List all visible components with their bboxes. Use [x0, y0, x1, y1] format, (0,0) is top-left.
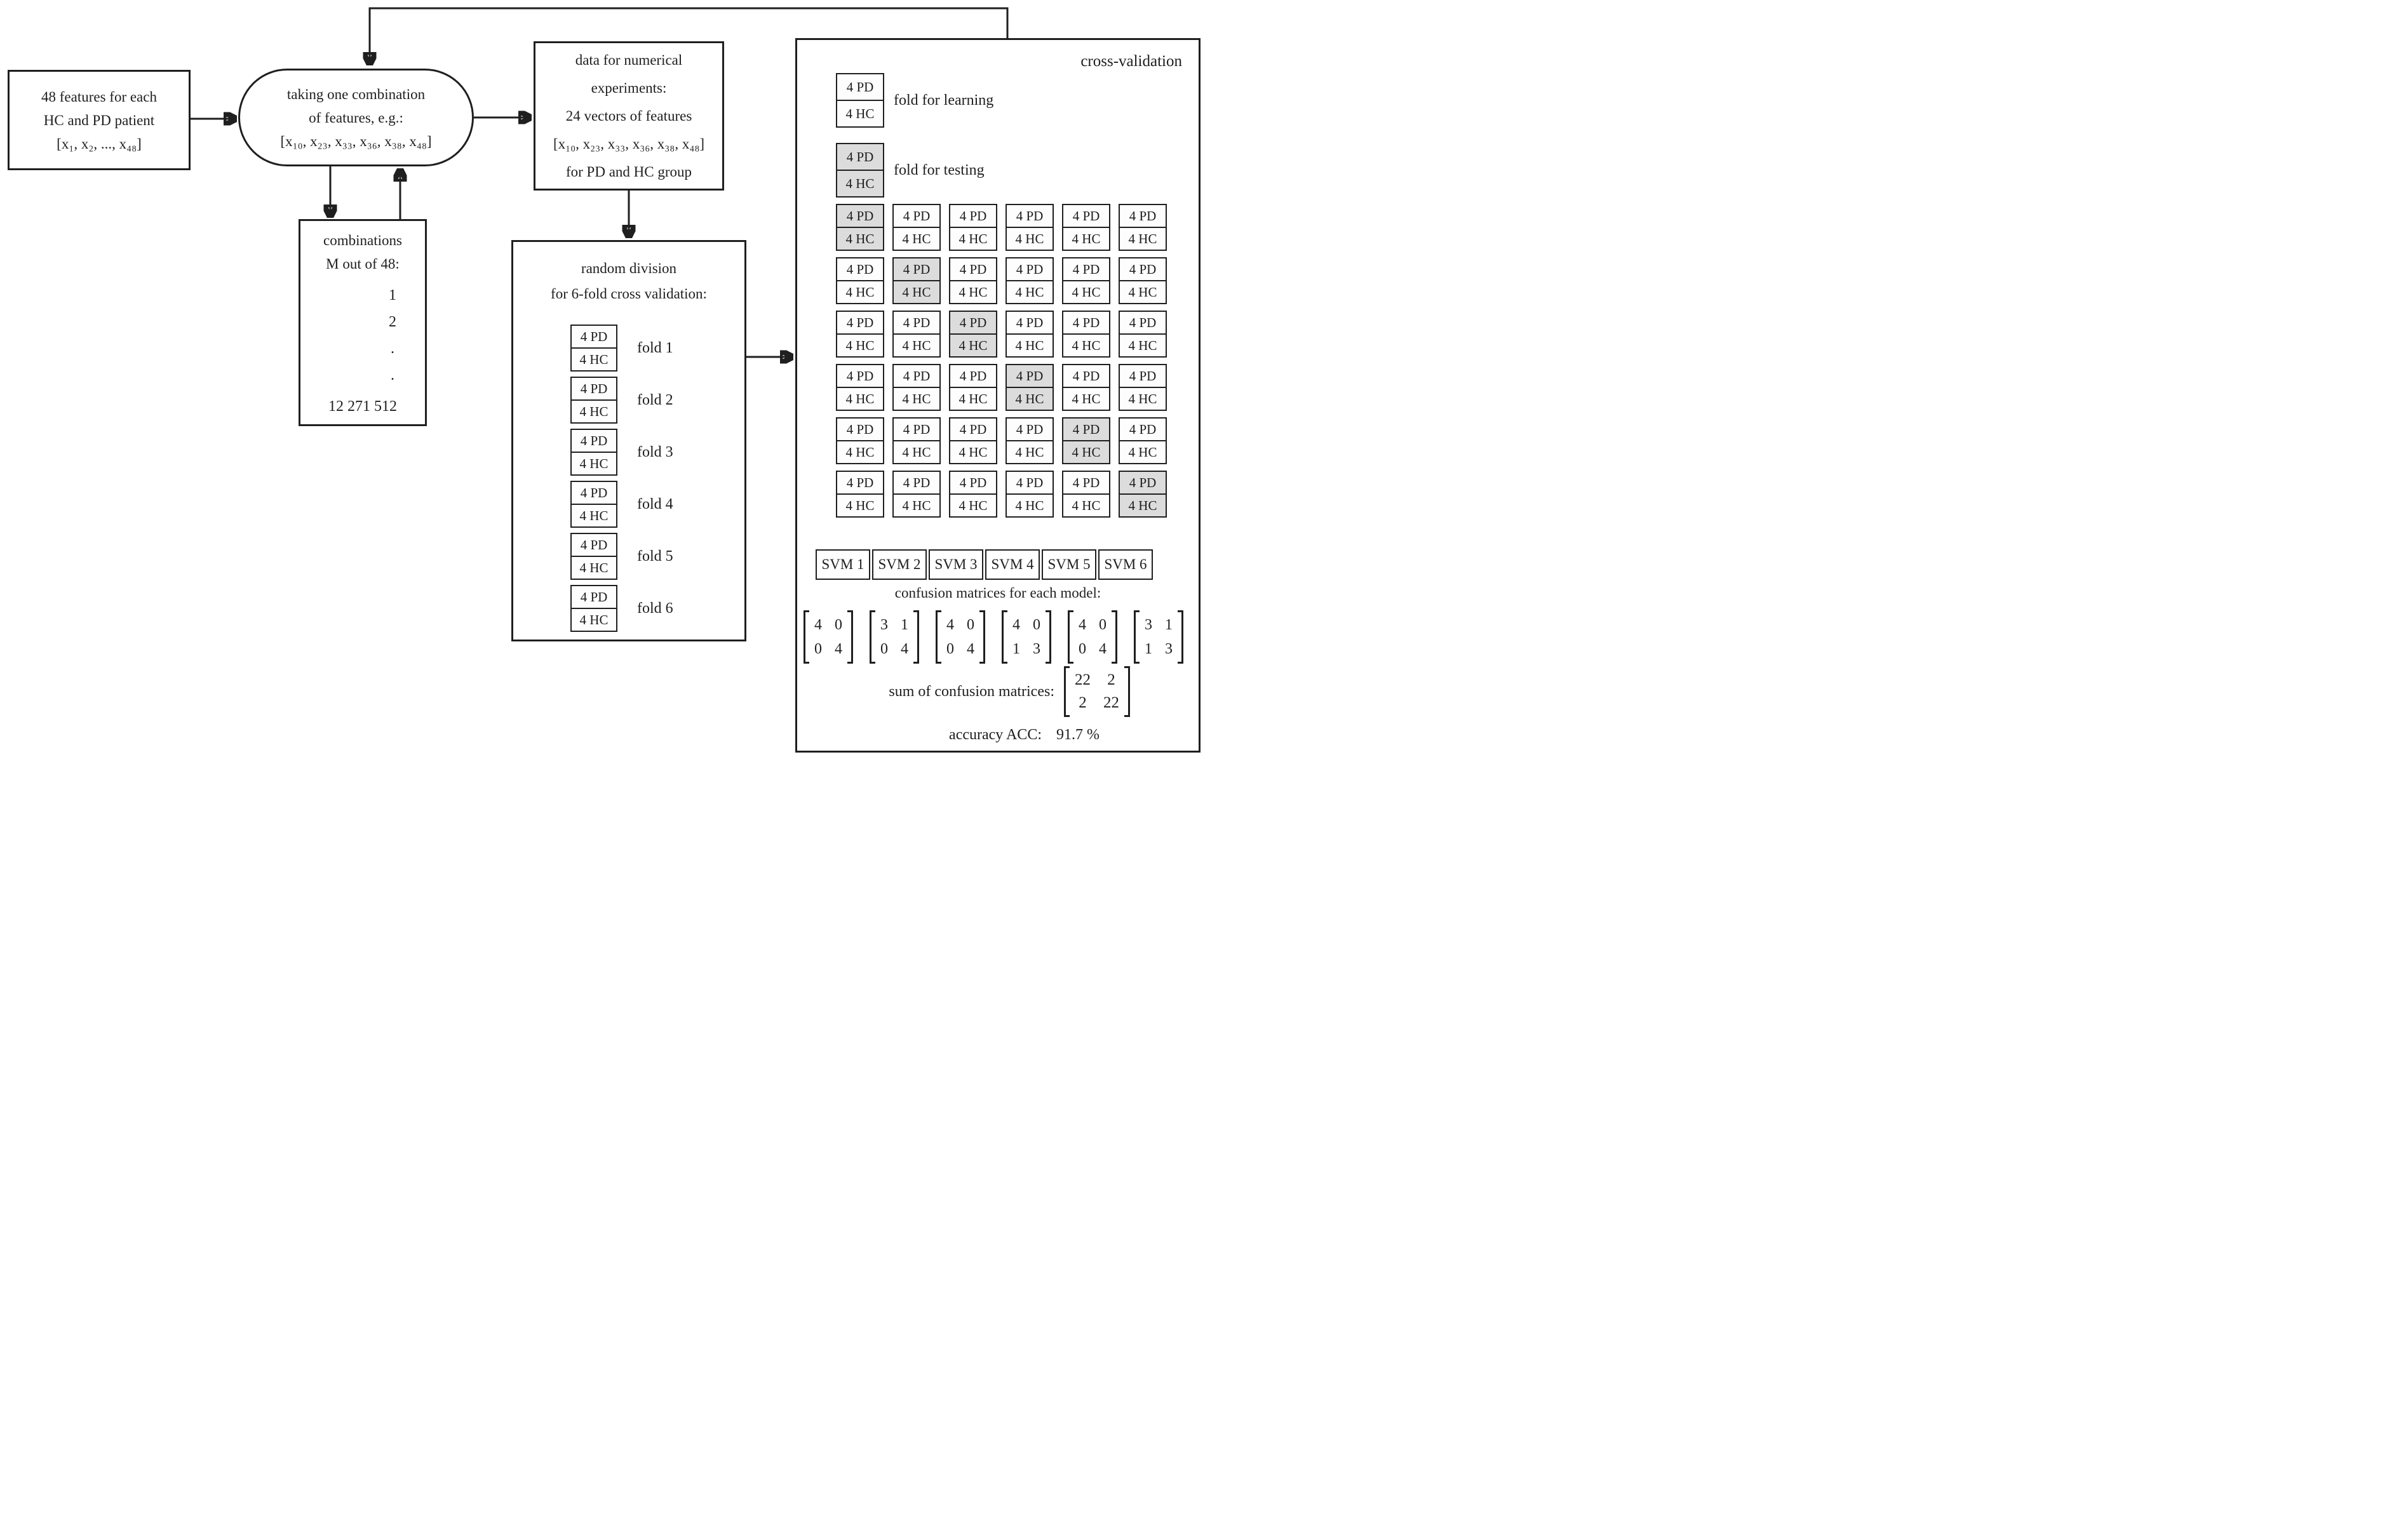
cv-pair-col4-fold6	[1006, 471, 1054, 518]
cv-pd-cell: 4 PD	[1006, 364, 1054, 388]
cv-pd-cell: 4 PD	[949, 364, 997, 388]
cv-pair-col1-fold2	[836, 257, 884, 304]
random-division-box	[511, 240, 746, 641]
fold-label: fold 6	[637, 600, 673, 617]
cv-pd-cell: 4 PD	[1119, 311, 1167, 335]
cv-hc-cell: 4 HC	[949, 493, 997, 518]
combinations-item: 2	[389, 314, 397, 330]
features-vector: [x₁, x₂, ..., x₄₈]	[57, 135, 142, 152]
fold-pair	[570, 325, 617, 372]
data-vector: [x₁₀, x₂₃, x₃₃, x₃₆, x₃₈, x₄₈]	[553, 135, 705, 152]
cv-hc-cell: 4 HC	[836, 440, 884, 464]
sum-matrix-value: 2	[1107, 671, 1115, 688]
cv-pd-cell: 4 PD	[836, 257, 884, 281]
cv-pd-cell: 4 PD	[892, 471, 941, 495]
cv-hc-cell: 4 HC	[836, 333, 884, 358]
legend-learning-hc-cell: 4 HC	[836, 100, 884, 128]
cv-hc-cell: 4 HC	[892, 227, 941, 251]
cv-pd-cell: 4 PD	[949, 257, 997, 281]
combination-step-box	[238, 69, 474, 166]
cv-pair-col2-fold4	[892, 364, 941, 411]
matrix-values	[875, 610, 913, 664]
cv-hc-cell: 4 HC	[1006, 227, 1054, 251]
cv-pd-cell: 4 PD	[1006, 204, 1054, 228]
cv-pair-col1-fold5	[836, 417, 884, 464]
cv-pd-cell: 4 PD	[892, 417, 941, 441]
random-division-title: random division	[581, 260, 677, 276]
confusion-matrix-1	[804, 610, 853, 664]
bracket-left	[936, 610, 941, 664]
matrix-values	[1007, 610, 1046, 664]
cv-pd-cell: 4 PD	[1062, 417, 1110, 441]
cv-pair-col1-fold6	[836, 471, 884, 518]
cv-hc-cell: 4 HC	[1006, 493, 1054, 518]
cv-pair-col4-fold3	[1006, 311, 1054, 358]
matrix-value: 4	[1079, 617, 1086, 633]
cross-validation-title: cross-validation	[1080, 53, 1182, 70]
matrix-value: 3	[1033, 641, 1040, 657]
legend-learning-pd-cell: 4 PD	[836, 73, 884, 101]
cv-pd-cell: 4 PD	[1006, 417, 1054, 441]
svm-model-box-1: SVM 1	[816, 549, 870, 580]
legend-testing-pd-cell: 4 PD	[836, 143, 884, 171]
cv-pair-col2-fold2	[892, 257, 941, 304]
cv-pd-cell: 4 PD	[892, 204, 941, 228]
cv-pd-cell: 4 PD	[892, 364, 941, 388]
cv-hc-cell: 4 HC	[1006, 440, 1054, 464]
bracket-right	[1124, 666, 1130, 717]
features-line: 48 features for each	[41, 88, 157, 105]
bracket-left	[1134, 610, 1140, 664]
svm-model-box-2: SVM 2	[872, 549, 927, 580]
cv-hc-cell: 4 HC	[949, 227, 997, 251]
cv-hc-cell: 4 HC	[892, 387, 941, 411]
cv-hc-cell: 4 HC	[1062, 387, 1110, 411]
accuracy-label: accuracy ACC:	[949, 726, 1042, 743]
fold-pd-cell: 4 PD	[570, 585, 617, 609]
cv-pd-cell: 4 PD	[836, 417, 884, 441]
legend-learning-label: fold for learning	[894, 91, 994, 109]
svm-model-box-4: SVM 4	[985, 549, 1040, 580]
matrix-value: 1	[1165, 617, 1173, 633]
cv-hc-cell: 4 HC	[892, 440, 941, 464]
cv-pd-cell: 4 PD	[892, 257, 941, 281]
matrix-value: 4	[946, 617, 954, 633]
fold-pd-cell: 4 PD	[570, 481, 617, 505]
cv-pair-col1-fold4	[836, 364, 884, 411]
cv-pd-cell: 4 PD	[1006, 257, 1054, 281]
sum-matrix-value: 22	[1103, 694, 1119, 711]
legend-testing-pair	[836, 143, 884, 198]
cv-pair-col1-fold3	[836, 311, 884, 358]
matrix-value: 0	[880, 641, 888, 657]
confusion-matrix-6	[1134, 610, 1183, 664]
features-box	[8, 70, 191, 170]
confusion-matrix-2	[870, 610, 919, 664]
combination-line: of features, e.g.:	[309, 109, 403, 126]
cv-pair-col4-fold5	[1006, 417, 1054, 464]
fold-pd-cell: 4 PD	[570, 429, 617, 453]
legend-learning-pair	[836, 73, 884, 128]
cv-hc-cell: 4 HC	[949, 280, 997, 304]
cv-hc-cell: 4 HC	[1119, 333, 1167, 358]
cv-pd-cell: 4 PD	[836, 311, 884, 335]
cv-pd-cell: 4 PD	[836, 471, 884, 495]
confusion-matrix-3	[936, 610, 985, 664]
sum-confusion-matrix	[1064, 666, 1130, 717]
cv-pd-cell: 4 PD	[949, 204, 997, 228]
fold-pd-cell: 4 PD	[570, 325, 617, 349]
fold-hc-cell: 4 HC	[570, 452, 617, 476]
cv-hc-cell: 4 HC	[949, 440, 997, 464]
cv-pair-col2-fold1	[892, 204, 941, 251]
cv-pair-col3-fold5	[949, 417, 997, 464]
matrix-value: 4	[835, 641, 842, 657]
cv-hc-cell: 4 HC	[1006, 280, 1054, 304]
cv-pd-cell: 4 PD	[1119, 204, 1167, 228]
combinations-item: .	[391, 367, 395, 384]
fold-pair	[570, 377, 617, 424]
cv-pair-col5-fold5	[1062, 417, 1110, 464]
confusion-matrix-5	[1068, 610, 1117, 664]
cv-pair-col4-fold1	[1006, 204, 1054, 251]
random-division-subtitle: for 6-fold cross validation:	[551, 286, 707, 302]
fold-hc-cell: 4 HC	[570, 556, 617, 580]
matrix-value: 0	[946, 641, 954, 657]
cv-pd-cell: 4 PD	[1062, 471, 1110, 495]
cv-pair-col3-fold6	[949, 471, 997, 518]
cv-pd-cell: 4 PD	[1119, 471, 1167, 495]
bracket-right	[1112, 610, 1117, 664]
bracket-left	[1064, 666, 1070, 717]
cv-hc-cell: 4 HC	[1062, 440, 1110, 464]
fold-label: fold 1	[637, 339, 673, 356]
matrix-value: 0	[814, 641, 822, 657]
combinations-sequence	[373, 282, 413, 389]
confusion-matrices-title: confusion matrices for each model:	[894, 585, 1101, 601]
svm-model-box-3: SVM 3	[929, 549, 983, 580]
matrix-value: 4	[1012, 617, 1020, 633]
fold-pair	[570, 481, 617, 528]
cv-pd-cell: 4 PD	[836, 364, 884, 388]
svm-model-box-5: SVM 5	[1042, 549, 1096, 580]
cv-pd-cell: 4 PD	[1062, 364, 1110, 388]
combinations-subtitle: M out of 48:	[326, 256, 400, 272]
svm-model-box-6: SVM 6	[1098, 549, 1153, 580]
sum-matrix-value: 22	[1075, 671, 1091, 688]
cv-pair-col2-fold5	[892, 417, 941, 464]
cv-hc-cell: 4 HC	[836, 387, 884, 411]
matrix-values	[941, 610, 979, 664]
cv-hc-cell: 4 HC	[1006, 333, 1054, 358]
cv-hc-cell: 4 HC	[892, 333, 941, 358]
cv-pd-cell: 4 PD	[836, 204, 884, 228]
matrix-values	[1073, 610, 1112, 664]
cv-pair-col6-fold2	[1119, 257, 1167, 304]
cv-pd-cell: 4 PD	[949, 471, 997, 495]
cv-pair-col5-fold4	[1062, 364, 1110, 411]
cv-hc-cell: 4 HC	[1062, 280, 1110, 304]
matrix-value: 1	[901, 617, 908, 633]
fold-hc-cell: 4 HC	[570, 399, 617, 424]
fold-pair	[570, 429, 617, 476]
fold-pd-cell: 4 PD	[570, 377, 617, 401]
matrix-value: 0	[835, 617, 842, 633]
matrix-value: 0	[1033, 617, 1040, 633]
cv-hc-cell: 4 HC	[1119, 280, 1167, 304]
matrix-value: 4	[901, 641, 908, 657]
cv-hc-cell: 4 HC	[892, 493, 941, 518]
cv-pd-cell: 4 PD	[949, 311, 997, 335]
fold-hc-cell: 4 HC	[570, 347, 617, 372]
cv-pair-col5-fold2	[1062, 257, 1110, 304]
sum-matrix-value: 2	[1079, 694, 1087, 711]
experiment-data-box	[534, 41, 724, 191]
features-line: HC and PD patient	[43, 112, 155, 128]
cv-pair-col6-fold6	[1119, 471, 1167, 518]
cv-pair-col1-fold1	[836, 204, 884, 251]
bracket-left	[1068, 610, 1073, 664]
matrix-value: 4	[967, 641, 974, 657]
cv-hc-cell: 4 HC	[1062, 493, 1110, 518]
bracket-right	[1046, 610, 1051, 664]
bracket-left	[804, 610, 809, 664]
fold-pair	[570, 585, 617, 632]
cv-pair-col5-fold6	[1062, 471, 1110, 518]
matrix-values	[1140, 610, 1178, 664]
matrix-value: 3	[1145, 617, 1152, 633]
matrix-value: 1	[1145, 641, 1152, 657]
cv-pair-col6-fold3	[1119, 311, 1167, 358]
combination-line: taking one combination	[286, 86, 426, 102]
cv-hc-cell: 4 HC	[1062, 227, 1110, 251]
cv-pair-col6-fold5	[1119, 417, 1167, 464]
cv-hc-cell: 4 HC	[1119, 493, 1167, 518]
legend-testing-hc-cell: 4 HC	[836, 170, 884, 198]
cv-pair-col3-fold2	[949, 257, 997, 304]
combination-vector: [x₁₀, x₂₃, x₃₃, x₃₆, x₃₈, x₄₈]	[280, 133, 432, 149]
cv-pair-col4-fold4	[1006, 364, 1054, 411]
bracket-left	[870, 610, 875, 664]
cv-pair-col5-fold3	[1062, 311, 1110, 358]
cv-pd-cell: 4 PD	[1006, 311, 1054, 335]
combinations-item: .	[391, 340, 395, 357]
bracket-right	[979, 610, 985, 664]
matrix-value: 3	[1165, 641, 1173, 657]
matrix-value: 0	[967, 617, 974, 633]
cv-pd-cell: 4 PD	[1119, 364, 1167, 388]
cv-hc-cell: 4 HC	[836, 493, 884, 518]
cv-pd-cell: 4 PD	[1119, 257, 1167, 281]
bracket-right	[1178, 610, 1183, 664]
cv-pair-col2-fold6	[892, 471, 941, 518]
cv-hc-cell: 4 HC	[836, 280, 884, 304]
cv-hc-cell: 4 HC	[949, 333, 997, 358]
cv-hc-cell: 4 HC	[1119, 440, 1167, 464]
matrix-value: 1	[1012, 641, 1020, 657]
cv-pair-col6-fold1	[1119, 204, 1167, 251]
matrix-value: 0	[1079, 641, 1086, 657]
cv-pair-col3-fold4	[949, 364, 997, 411]
cv-hc-cell: 4 HC	[1006, 387, 1054, 411]
diagram-canvas	[0, 0, 1204, 761]
data-line: 24 vectors of features	[565, 107, 692, 124]
confusion-matrix-4	[1002, 610, 1051, 664]
fold-pd-cell: 4 PD	[570, 533, 617, 557]
combinations-count-box	[299, 219, 427, 426]
fold-pair	[570, 533, 617, 580]
cv-pd-cell: 4 PD	[1119, 417, 1167, 441]
cv-pair-col5-fold1	[1062, 204, 1110, 251]
matrix-values	[809, 610, 847, 664]
cv-hc-cell: 4 HC	[1062, 333, 1110, 358]
fold-hc-cell: 4 HC	[570, 608, 617, 632]
data-line: data for numerical	[575, 51, 683, 68]
cv-hc-cell: 4 HC	[1119, 387, 1167, 411]
cv-pair-col6-fold4	[1119, 364, 1167, 411]
data-line: for PD and HC group	[565, 163, 692, 180]
cv-pair-col3-fold3	[949, 311, 997, 358]
cv-pair-col2-fold3	[892, 311, 941, 358]
matrix-value: 3	[880, 617, 888, 633]
bracket-right	[913, 610, 919, 664]
cv-hc-cell: 4 HC	[892, 280, 941, 304]
fold-label: fold 3	[637, 443, 673, 460]
combinations-item: 1	[389, 287, 397, 304]
cv-pd-cell: 4 PD	[949, 417, 997, 441]
combinations-total: 12 271 512	[328, 398, 397, 415]
combinations-title: combinations	[323, 232, 402, 248]
bracket-left	[1002, 610, 1007, 664]
cv-hc-cell: 4 HC	[1119, 227, 1167, 251]
cv-pd-cell: 4 PD	[1062, 257, 1110, 281]
bracket-right	[847, 610, 853, 664]
cv-pd-cell: 4 PD	[892, 311, 941, 335]
cv-hc-cell: 4 HC	[836, 227, 884, 251]
accuracy-value: 91.7 %	[1056, 726, 1100, 743]
matrix-value: 4	[1099, 641, 1106, 657]
cv-pd-cell: 4 PD	[1006, 471, 1054, 495]
cv-pd-cell: 4 PD	[1062, 204, 1110, 228]
cross-validation-box	[795, 38, 1201, 753]
matrix-value: 4	[814, 617, 822, 633]
cv-pair-col3-fold1	[949, 204, 997, 251]
sum-matrices-label: sum of confusion matrices:	[889, 683, 1054, 700]
cv-hc-cell: 4 HC	[949, 387, 997, 411]
fold-hc-cell: 4 HC	[570, 504, 617, 528]
fold-label: fold 2	[637, 391, 673, 408]
data-line: experiments:	[591, 79, 667, 96]
matrix-value: 0	[1099, 617, 1106, 633]
cv-pd-cell: 4 PD	[1062, 311, 1110, 335]
fold-label: fold 5	[637, 547, 673, 565]
fold-label: fold 4	[637, 495, 673, 513]
cv-pair-col4-fold2	[1006, 257, 1054, 304]
legend-testing-label: fold for testing	[894, 161, 985, 178]
